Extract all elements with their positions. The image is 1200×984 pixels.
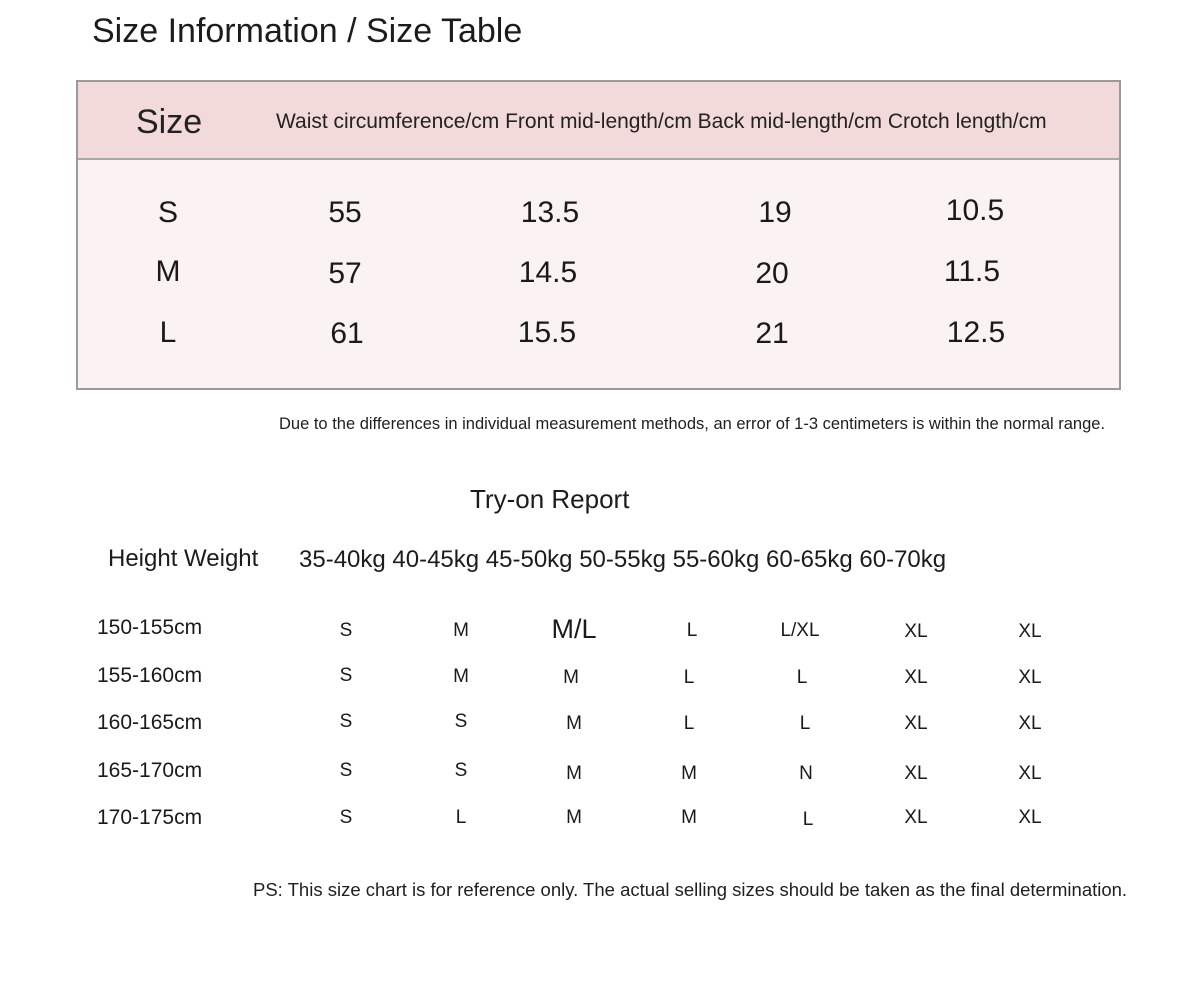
size-row-s-crotch: 10.5 <box>945 194 1005 227</box>
size-row-l-back: 21 <box>755 317 789 350</box>
weight-range-headers: 35-40kg 40-45kg 45-50kg 50-55kg 55-60kg 60-65kg 60-70kg <box>299 546 947 573</box>
tryon-cell: S <box>454 760 468 781</box>
size-row-m-back: 20 <box>755 257 789 290</box>
tryon-cell: S <box>454 711 468 732</box>
tryon-cell: M <box>566 713 582 734</box>
tryon-cell: XL <box>1018 621 1042 642</box>
tryon-cell: XL <box>1018 667 1042 688</box>
page-title: Size Information / Size Table <box>92 12 523 50</box>
tryon-cell: XL <box>904 763 928 784</box>
tryon-cell: L <box>799 713 811 734</box>
measurement-note: Due to the differences in individual measurement methods, an error of 1-3 centimeters is within the normal range. <box>279 415 1106 433</box>
tryon-cell: M <box>563 667 579 688</box>
tryon-cell: L/XL <box>780 620 820 641</box>
tryon-cell: S <box>339 807 353 828</box>
size-table-header <box>78 82 1119 160</box>
tryon-cell: M <box>453 666 469 687</box>
tryon-cell: L <box>455 807 467 828</box>
size-row-l-front: 15.5 <box>517 316 577 349</box>
height-label-155-160: 155-160cm <box>97 664 203 687</box>
tryon-cell: M <box>453 620 469 641</box>
height-weight-label: Height Weight <box>108 545 259 572</box>
size-row-s-front: 13.5 <box>520 196 580 229</box>
height-label-165-170: 165-170cm <box>97 759 203 782</box>
tryon-cell: L <box>802 809 814 830</box>
tryon-cell: S <box>339 620 353 641</box>
reference-footnote: PS: This size chart is for reference only. The actual selling sizes should be taken as the final determination. <box>253 879 1128 900</box>
tryon-cell: M <box>681 763 697 784</box>
size-row-l-size: L <box>159 316 177 349</box>
tryon-cell: S <box>339 665 353 686</box>
tryon-cell: S <box>339 711 353 732</box>
tryon-cell: XL <box>1018 763 1042 784</box>
size-row-s-back: 19 <box>758 196 792 229</box>
tryon-cell: XL <box>904 713 928 734</box>
size-row-m-waist: 57 <box>328 257 362 290</box>
tryon-cell: S <box>339 760 353 781</box>
size-row-l-waist: 61 <box>330 317 364 350</box>
measurement-column-headers: Waist circumference/cm Front mid-length/cm Back mid-length/cm Crotch length/cm <box>276 110 1047 133</box>
height-label-170-175: 170-175cm <box>97 806 203 829</box>
tryon-cell: M <box>566 807 582 828</box>
tryon-cell: L <box>683 713 695 734</box>
tryon-cell: M/L <box>551 614 597 644</box>
tryon-cell: XL <box>904 621 928 642</box>
tryon-cell: XL <box>1018 807 1042 828</box>
size-row-l-crotch: 12.5 <box>946 316 1006 349</box>
size-column-header: Size <box>136 103 203 141</box>
tryon-cell: XL <box>904 807 928 828</box>
tryon-cell: L <box>683 667 695 688</box>
tryon-cell: N <box>799 763 813 784</box>
height-label-160-165: 160-165cm <box>97 711 203 734</box>
tryon-cell: XL <box>904 667 928 688</box>
size-row-m-size: M <box>155 255 181 288</box>
size-row-s-size: S <box>157 196 179 229</box>
size-table <box>76 80 1121 390</box>
size-row-m-crotch: 11.5 <box>943 255 1001 288</box>
tryon-report-title: Try-on Report <box>470 484 630 514</box>
size-row-m-front: 14.5 <box>518 256 578 289</box>
tryon-cell: M <box>566 763 582 784</box>
tryon-cell: XL <box>1018 713 1042 734</box>
height-label-150-155: 150-155cm <box>97 616 203 639</box>
tryon-cell: L <box>686 620 698 641</box>
tryon-cell: L <box>796 667 808 688</box>
tryon-cell: M <box>681 807 697 828</box>
size-row-s-waist: 55 <box>328 196 362 229</box>
